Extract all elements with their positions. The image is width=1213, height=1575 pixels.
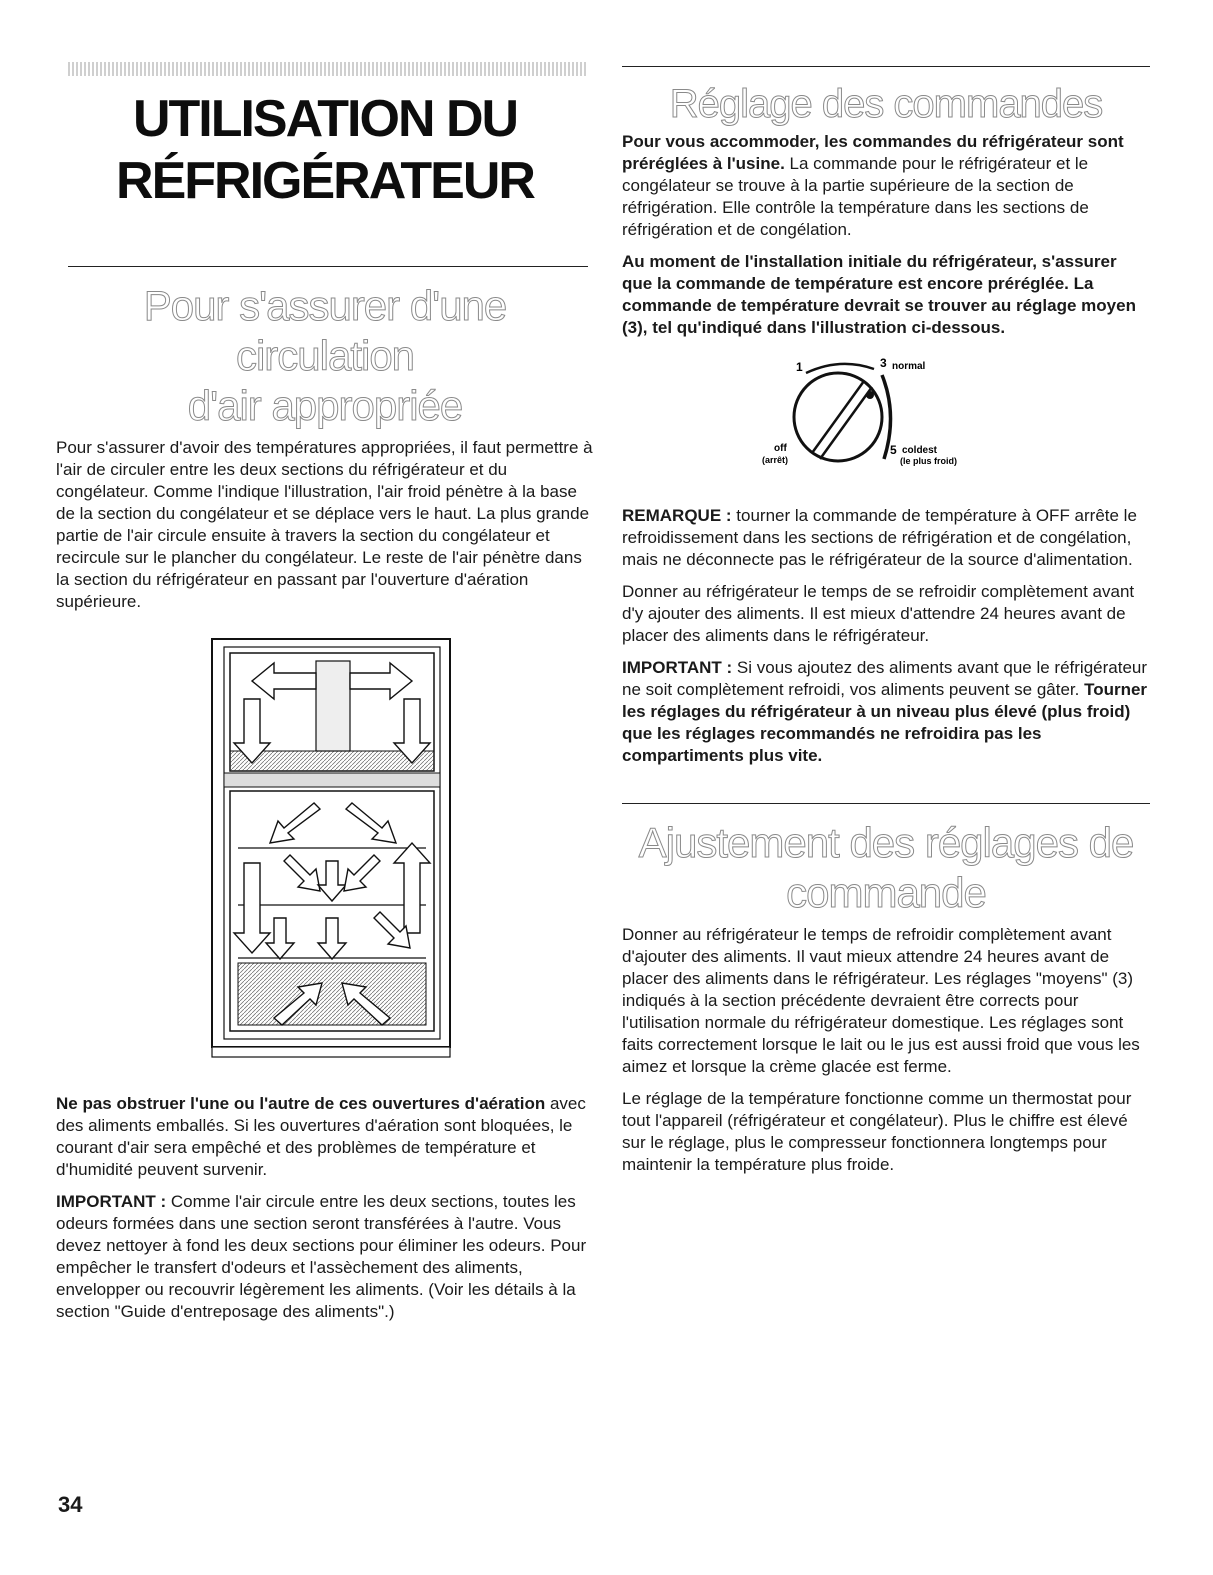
page-number: 34 (58, 1492, 83, 1517)
section-divider (622, 803, 1150, 804)
controls-p1-text: La commande pour le réfrigérateur et le congélateur se trouve à la partie supérieure de la section de réfrigération. Elle contrôle la température dans les sections de réfrigération et de congélation. (622, 154, 1089, 239)
donner-paragraph: Donner au réfrigérateur le temps de se refroidir complètement avant d'y ajouter des aliments. Il est mieux d'attendre 24 heures avant de placer des aliments dans le réfrigérateur. (622, 582, 1135, 645)
airflow-heading (56, 281, 594, 431)
controls-paragraph-1 (622, 131, 1150, 241)
remarque-paragraph (622, 505, 1150, 571)
important-label-right: IMPORTANT : (622, 658, 733, 677)
controls-heading: Réglage des commandes (669, 82, 1103, 126)
controls-paragraph-2 (622, 251, 1150, 339)
dial-label-3: 3 (880, 356, 887, 370)
vents-bold: Ne pas obstruer l'une ou l'autre de ces ouvertures d'aération (56, 1094, 546, 1113)
important-text: Comme l'air circule entre les deux sections, toutes les odeurs formées dans une section seront transférées à l'autre. Vous devez nettoyer à fond les deux sections pour éliminer les odeurs. Pour empêcher le transfert d'odeurs et l'assèchement des aliments, envelopper ou recouvrir légèrement les aliments. (Voir les détails à la section "Guide d'entreposage des aliments".) (56, 1192, 587, 1321)
adjust-paragraph-1: Donner au réfrigérateur le temps de refroidir complètement avant d'ajouter des aliments. Il vaut mieux attendre 24 heures avant de placer des aliments dans le réfrigérateur. Les réglages "moyens" (3) indiqués à la section précédente devraient être corrects pour l'utilisation normale du réfrigérateur domestique. Les réglages sont faits correctement lorsque le lait ou le jus est aussi froid que vous les aimez et lorsque la crème glacée est ferme. (622, 925, 1140, 1076)
dial-label-1: 1 (796, 360, 803, 374)
vents-paragraph (56, 1093, 594, 1181)
adjust-heading (622, 818, 1150, 918)
left-column (56, 62, 594, 1323)
remarque-text: tourner la commande de température à OFF arrête le refroidissement dans les sections de réfrigération et de congélation, mais ne déconnecte pas le réfrigérateur de la source d'alimentation. (622, 506, 1137, 569)
section-divider-panel (224, 773, 440, 787)
dial-label-5: 5 (890, 443, 897, 457)
dial-label-arret: (arrêt) (762, 455, 789, 465)
airflow-heading-line-1: Pour s'assurer d'une circulation (143, 282, 507, 379)
remarque-label: REMARQUE : (622, 506, 732, 525)
dial-label-coldest: coldest (902, 445, 938, 456)
controls-p1-bold: Pour vous accommoder, les commandes du réfrigérateur sont préréglées à l'usine. (622, 132, 1124, 173)
right-column (622, 62, 1150, 1176)
important-bold-right: Tourner les réglages du réfrigérateur à un niveau plus élevé (plus froid) que les réglages recommandés ne refroidira pas les compartiments plus vite. (622, 680, 1148, 765)
vents-text: avec des aliments emballés. Si les ouvertures d'aération sont bloquées, le courant d'air sera empêché et des problèmes de température et d'humidité peuvent survenir. (56, 1094, 586, 1179)
airflow-paragraph: Pour s'assurer d'avoir des températures appropriées, il faut permettre à l'air de circuler entre les deux sections du réfrigérateur et du congélateur. Comme l'indique l'illustration, l'air froid pénètre à la base de la section du congélateur et se déplace vers le haut. La plus grande partie de l'air circule ensuite à travers la section du congélateur et recircule sur le plancher du congélateur. Le reste de l'air pénètre dans la section du réfrigérateur en passant par l'ouverture d'aération supérieure. (56, 438, 593, 611)
temperature-dial-illustration (760, 355, 980, 475)
adjust-heading-line-2: commande (786, 869, 986, 916)
cabinet-base (212, 1047, 450, 1057)
dial-label-plus-froid: (le plus froid) (900, 456, 957, 466)
page-title-line-1: UTILISATION DU (132, 90, 518, 148)
adjust-paragraph-2: Le réglage de la température fonctionne comme un thermostat pour tout l'appareil (réfrigérateur et congélateur). Plus le chiffre est élevé sur le réglage, plus le compresseur fonctionnera longtemps pour maintenir la température plus froide. (622, 1089, 1132, 1174)
controls-p2-bold: Au moment de l'installation initiale du réfrigérateur, s'assurer que la commande de température est encore préréglée. La commande de température devrait se trouver au réglage moyen (3), tel qu'indiqué dans l'illustration ci-dessous. (622, 252, 1136, 337)
section-divider (622, 66, 1150, 67)
vent-duct (316, 661, 350, 751)
texture-bar (68, 62, 588, 76)
dial-label-off: off (774, 443, 787, 454)
section-divider (68, 266, 588, 267)
important-paragraph-right (622, 657, 1150, 767)
page-title (56, 88, 594, 212)
adjust-heading-line-1: Ajustement des réglages de (638, 819, 1134, 866)
crisper-drawer (238, 963, 426, 1025)
page-title-line-2: RÉFRIGÉRATEUR (116, 152, 534, 210)
important-text-right: Si vous ajoutez des aliments avant que le réfrigérateur ne soit complètement refroidi, vos aliments peuvent se gâter. (622, 658, 1148, 699)
airflow-heading-line-2: d'air appropriée (187, 382, 463, 429)
important-label: IMPORTANT : (56, 1192, 167, 1211)
dial-label-normal: normal (892, 361, 926, 372)
important-paragraph (56, 1191, 594, 1323)
refrigerator-airflow-illustration (204, 633, 464, 1073)
dial-indicator-dot (866, 391, 874, 399)
